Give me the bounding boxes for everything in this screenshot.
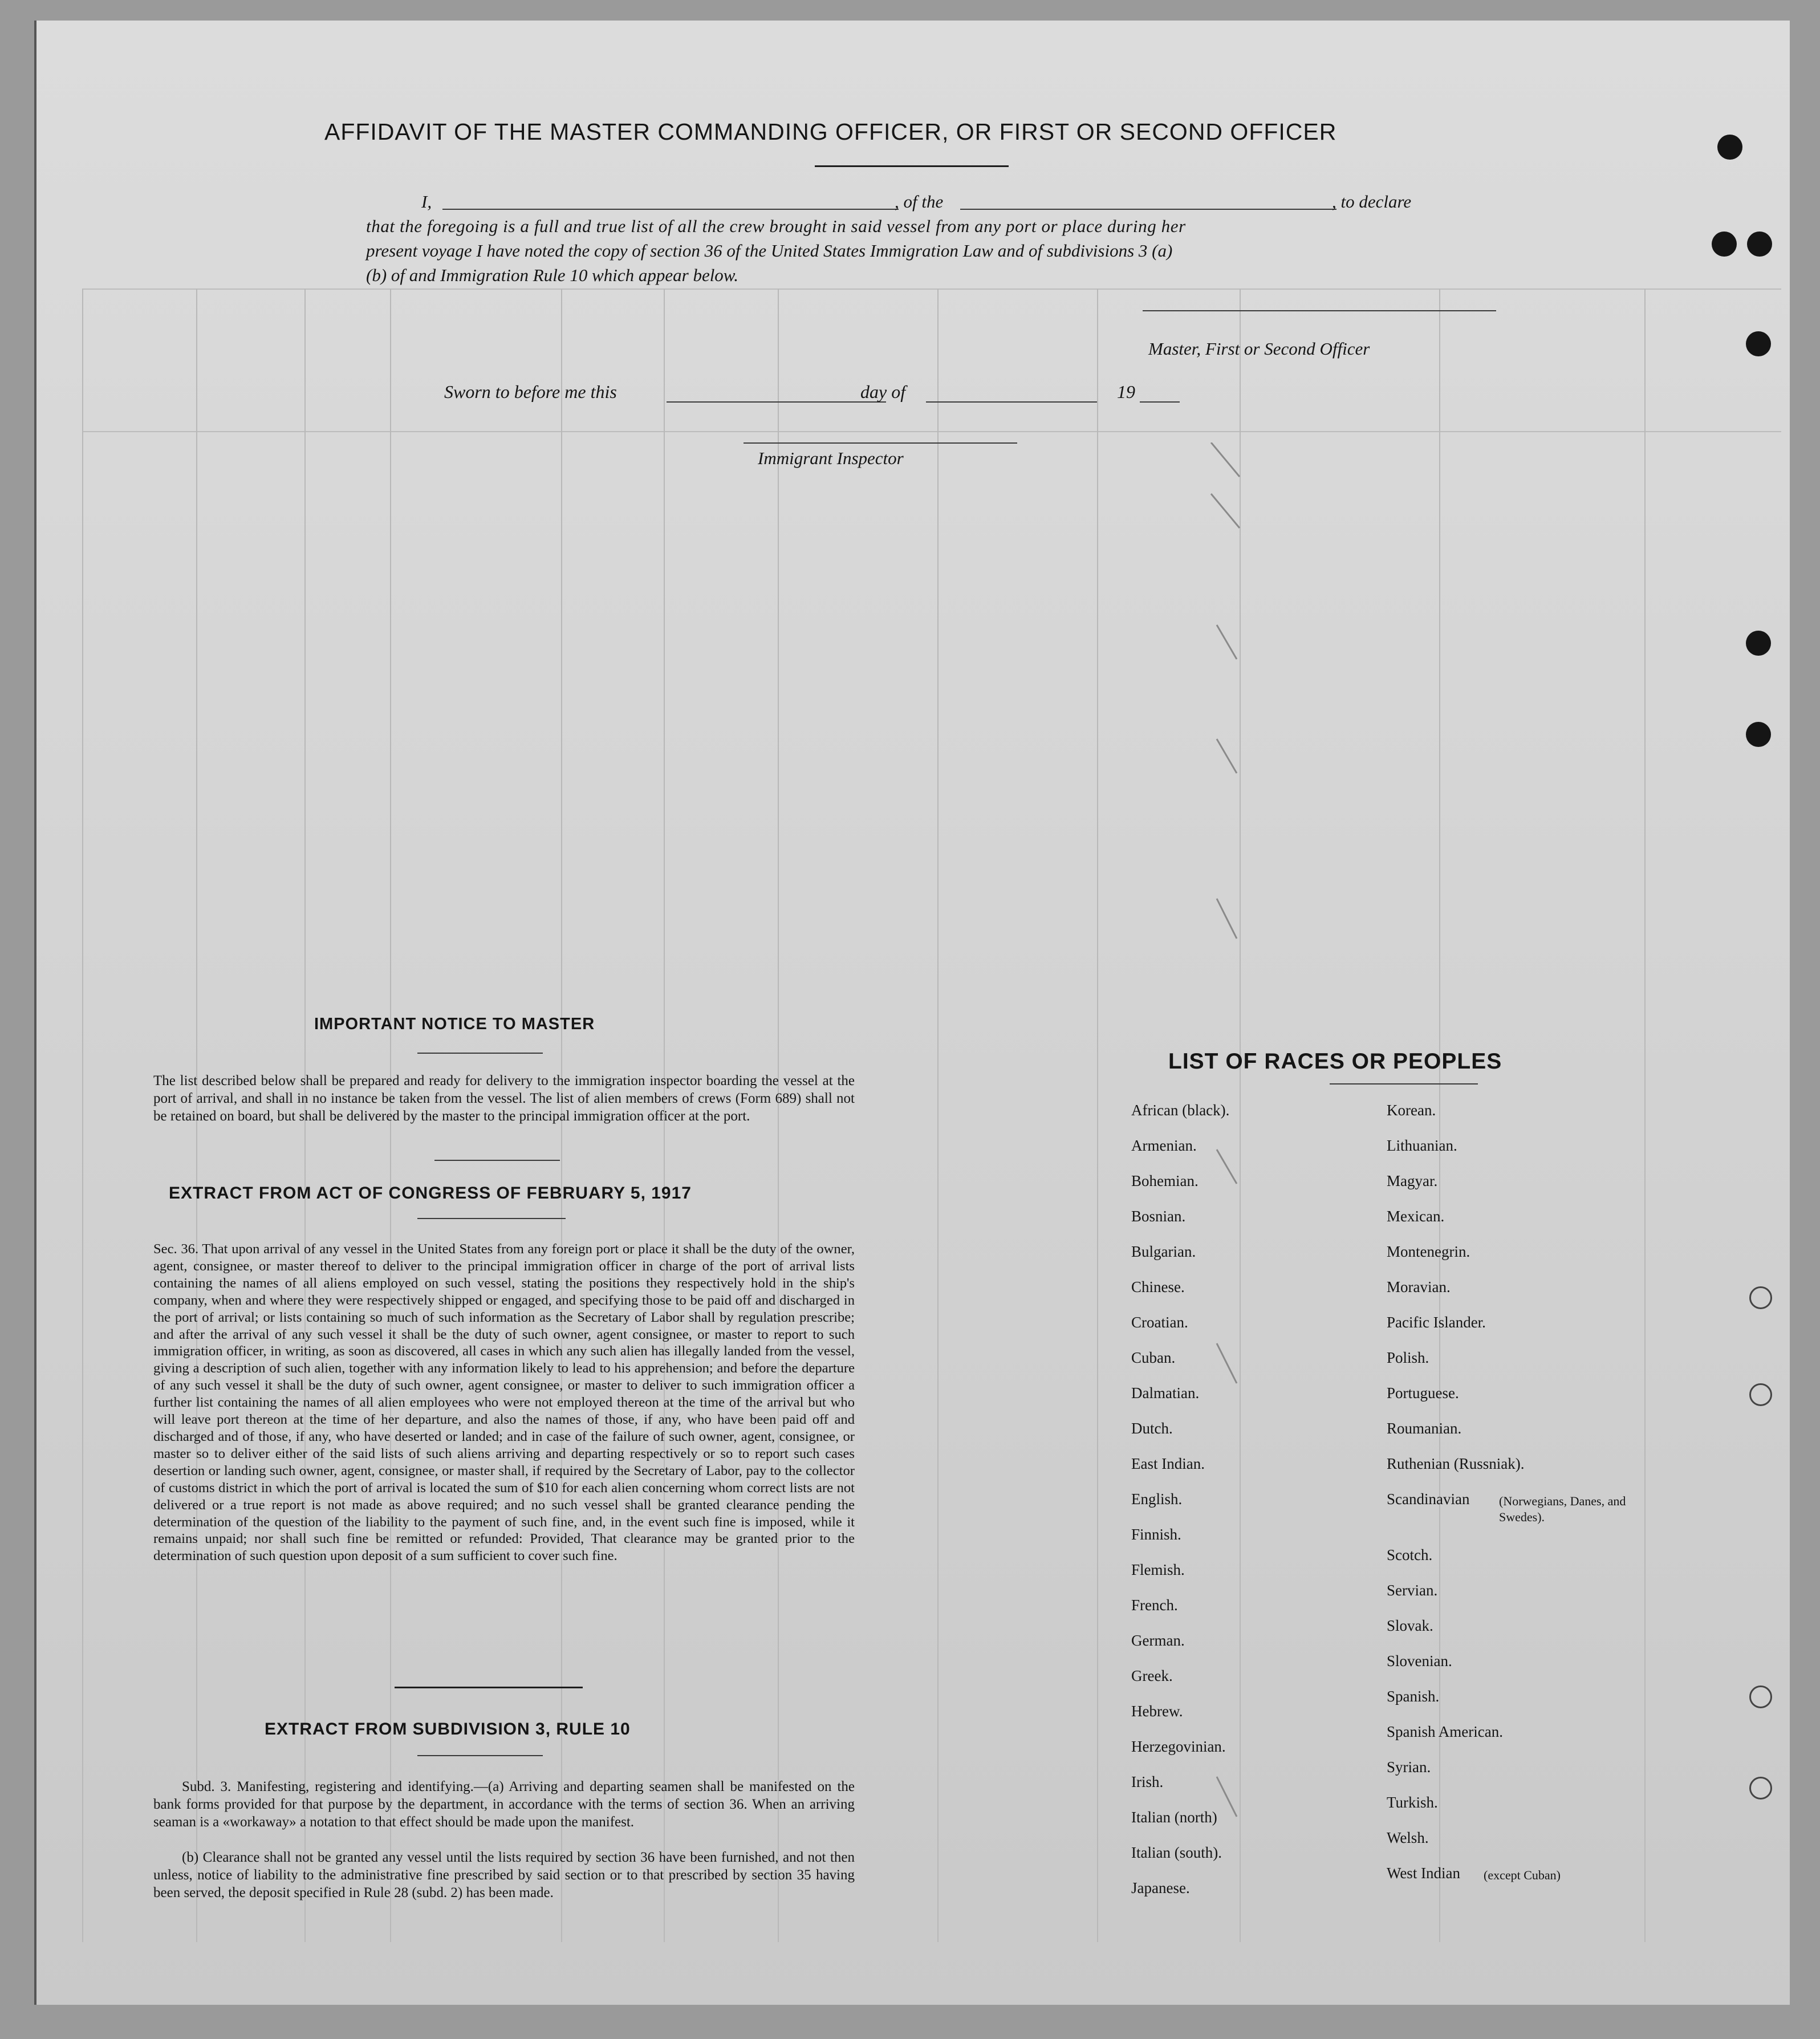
race-item: Roumanian. xyxy=(1387,1420,1462,1437)
name-blank-line xyxy=(442,209,899,210)
day-blank-line xyxy=(667,401,886,403)
race-item: Herzegovinian. xyxy=(1131,1738,1226,1755)
race-item: French. xyxy=(1131,1597,1178,1614)
act-rule xyxy=(417,1218,566,1219)
race-item: Spanish American. xyxy=(1387,1723,1503,1740)
race-item: Croatian. xyxy=(1131,1314,1188,1331)
race-item: Cuban. xyxy=(1131,1349,1176,1366)
race-item: Bohemian. xyxy=(1131,1172,1199,1189)
race-item: Turkish. xyxy=(1387,1794,1438,1811)
race-item: Scotch. xyxy=(1387,1546,1433,1563)
day-of-label: day of xyxy=(860,381,906,402)
races-rule xyxy=(1330,1083,1478,1085)
race-item: Slovak. xyxy=(1387,1617,1433,1634)
affidavit-to-declare: , to declare xyxy=(1332,192,1412,212)
notice-bottom-rule xyxy=(434,1160,560,1161)
race-item: African (black). xyxy=(1131,1102,1230,1119)
punch-hole xyxy=(1712,231,1737,257)
race-item: Flemish. xyxy=(1131,1561,1185,1578)
race-item: West Indian xyxy=(1387,1865,1461,1882)
affidavit-i: I, xyxy=(421,192,432,212)
binder-ring xyxy=(1749,1685,1772,1708)
month-blank-line xyxy=(926,401,1097,403)
race-item: Greek. xyxy=(1131,1667,1173,1684)
act-heading: EXTRACT FROM ACT OF CONGRESS OF FEBRUARY 5, 1917 xyxy=(169,1184,692,1203)
affidavit-line-4: (b) of and Immigration Rule 10 which appear below. xyxy=(366,265,738,285)
race-item: Mexican. xyxy=(1387,1208,1445,1225)
race-item: Portuguese. xyxy=(1387,1384,1459,1402)
year-blank-line xyxy=(1140,401,1180,403)
rule-text-a: Subd. 3. Manifesting, registering and identifying.—(a) Arriving and departing seamen shall be manifested on the bank forms provided for that purpose by the department, in accordance with the terms of section 36. When an arriving seaman is a «workaway» a notation to that effect should be made upon the manifest. xyxy=(153,1779,855,1830)
act-text: Sec. 36. That upon arrival of any vessel in the United States from any foreign port or place it shall be the duty of the owner, agent, consignee, or master thereof to deliver to the principal immigration officer in charge of the port of arrival lists containing the names of all aliens employed on such vessel, stating the positions they respectively hold in the ship's company, when and where they were respectively shipped or engaged, and specifying those to be paid off and discharged in the port of arrival; or lists containing so much of such information as the Secretary of Labor shall by regulation prescribe; and after the arrival of any such vessel it shall be the duty of such owner, agent consignee, or master to report to such immigration officer, in writing, as soon as discovered, all cases in which any such alien has illegally landed from the vessel, giving a description of such alien, together with any information likely to lead to his apprehension; and before the departure of any such vessel it shall be the duty of such owner, agent consignee, or master to deliver to such immigration officer a further list containing the names of all alien employees who were not employed thereon at the time of the arrival but who will leave port thereon at the time of her departure, and also the names of those, if any, who have been paid off and discharged and of those, if any, who have deserted or landed; and in case of the failure of such owner, agent, consignee, or master so to deliver either of the said lists of such aliens arriving and departing respectively or so to report such cases desertion or landing such owner, agent, consignee, or master shall, if required by the Secretary of Labor, pay to the collector of customs district in which the port of arrival is located the sum of $10 for each alien concerning whom correct lists are not delivered or a true report is not made as above required; and no such vessel shall be granted clearance pending the determination of the question of the liability to the payment of such fine, and, in the event such fine is imposed, while it remains unpaid; nor shall such fine be remitted or refunded: Provided, That clearance may be granted prior to the determination of such question upon deposit of a sum sufficient to cover such fine. xyxy=(153,1241,855,1564)
bleed-through-marks xyxy=(1205,442,1274,1982)
race-item: East Indian. xyxy=(1131,1455,1205,1472)
race-item: Bulgarian. xyxy=(1131,1243,1196,1260)
punch-hole xyxy=(1746,722,1771,747)
race-item: Magyar. xyxy=(1387,1172,1438,1189)
race-item: Armenian. xyxy=(1131,1137,1197,1154)
punch-hole xyxy=(1746,331,1771,356)
affidavit-of-the: , of the xyxy=(895,192,944,212)
race-item: Korean. xyxy=(1387,1102,1436,1119)
vessel-blank-line xyxy=(960,209,1336,210)
race-item: Slovenian. xyxy=(1387,1652,1452,1670)
grid-line xyxy=(1644,289,1646,1942)
sworn-label: Sworn to before me this xyxy=(444,381,617,402)
binder-ring xyxy=(1749,1286,1772,1309)
race-item: Italian (south). xyxy=(1131,1844,1222,1861)
notice-rule xyxy=(417,1053,543,1054)
grid-line xyxy=(82,289,83,1942)
race-item: Montenegrin. xyxy=(1387,1243,1470,1260)
signature-line xyxy=(1143,310,1496,311)
inspector-label: Immigrant Inspector xyxy=(758,448,904,468)
binder-ring xyxy=(1749,1777,1772,1800)
affidavit-title: AFFIDAVIT OF THE MASTER COMMANDING OFFICER, OR FIRST OR SECOND OFFICER xyxy=(324,119,1337,145)
race-item: Dutch. xyxy=(1131,1420,1173,1437)
grid-line xyxy=(82,289,1781,290)
rule-heading: EXTRACT FROM SUBDIVISION 3, RULE 10 xyxy=(265,1720,631,1739)
race-item: German. xyxy=(1131,1632,1185,1649)
rule-rule xyxy=(417,1755,543,1756)
inspector-signature-line xyxy=(744,442,1017,444)
race-item: Servian. xyxy=(1387,1582,1438,1599)
grid-line xyxy=(82,431,1781,432)
notice-heading: IMPORTANT NOTICE TO MASTER xyxy=(314,1015,595,1033)
year-label: 19 xyxy=(1117,381,1135,402)
punch-hole xyxy=(1717,135,1742,160)
races-heading: LIST OF RACES OR PEOPLES xyxy=(1168,1049,1502,1074)
punch-hole xyxy=(1747,231,1772,257)
race-item: Scandinavian xyxy=(1387,1490,1470,1508)
act-bottom-rule xyxy=(395,1687,583,1688)
rule-text-b: (b) Clearance shall not be granted any vessel until the lists required by section 36 have been furnished, and not then unless, notice of liability to the administrative fine prescribed by said section or to that prescribed by section 35 having been served, the deposit specified in Rule 28 (subd. 2) has been made. xyxy=(153,1850,855,1900)
grid-line xyxy=(1097,289,1098,1942)
race-item: Irish. xyxy=(1131,1773,1164,1790)
grid-line xyxy=(937,289,939,1942)
race-item: Hebrew. xyxy=(1131,1703,1183,1720)
affidavit-line-3: present voyage I have noted the copy of section 36 of the United States Immigration Law and of subdivisions 3 (a) xyxy=(366,241,1173,261)
scandinavian-note: (Norwegians, Danes, and Swedes). xyxy=(1499,1494,1626,1524)
punch-hole xyxy=(1746,631,1771,656)
race-item: Syrian. xyxy=(1387,1758,1431,1776)
affidavit-line-2: that the foregoing is a full and true list of all the crew brought in said vessel from any port or place during her xyxy=(366,216,1186,236)
race-item: Japanese. xyxy=(1131,1879,1190,1896)
grid-line xyxy=(1439,289,1440,1942)
race-item: English. xyxy=(1131,1490,1183,1508)
race-item: Ruthenian (Russniak). xyxy=(1387,1455,1525,1472)
document-page xyxy=(34,21,1790,2005)
notice-text: The list described below shall be prepared and ready for delivery to the immigration inspector boarding the vessel at the port of arrival, and shall in no instance be taken from the vessel. The list of alien members of crews (Form 689) shall not be retained on board, but shall be delivered by the master to the principal immigration officer at the port. xyxy=(153,1073,855,1124)
title-rule xyxy=(815,165,1009,167)
race-item: Lithuanian. xyxy=(1387,1137,1457,1154)
race-item: Dalmatian. xyxy=(1131,1384,1200,1402)
binder-ring xyxy=(1749,1383,1772,1406)
race-item: Chinese. xyxy=(1131,1278,1185,1295)
race-item: Pacific Islander. xyxy=(1387,1314,1486,1331)
west-indian-note: (except Cuban) xyxy=(1484,1868,1561,1882)
race-item: Bosnian. xyxy=(1131,1208,1186,1225)
master-signature-label: Master, First or Second Officer xyxy=(1148,339,1370,359)
race-item: Moravian. xyxy=(1387,1278,1451,1295)
race-item: Welsh. xyxy=(1387,1829,1429,1846)
race-item: Finnish. xyxy=(1131,1526,1181,1543)
race-item: Italian (north) xyxy=(1131,1809,1217,1826)
race-item: Polish. xyxy=(1387,1349,1429,1366)
race-item: Spanish. xyxy=(1387,1688,1440,1705)
